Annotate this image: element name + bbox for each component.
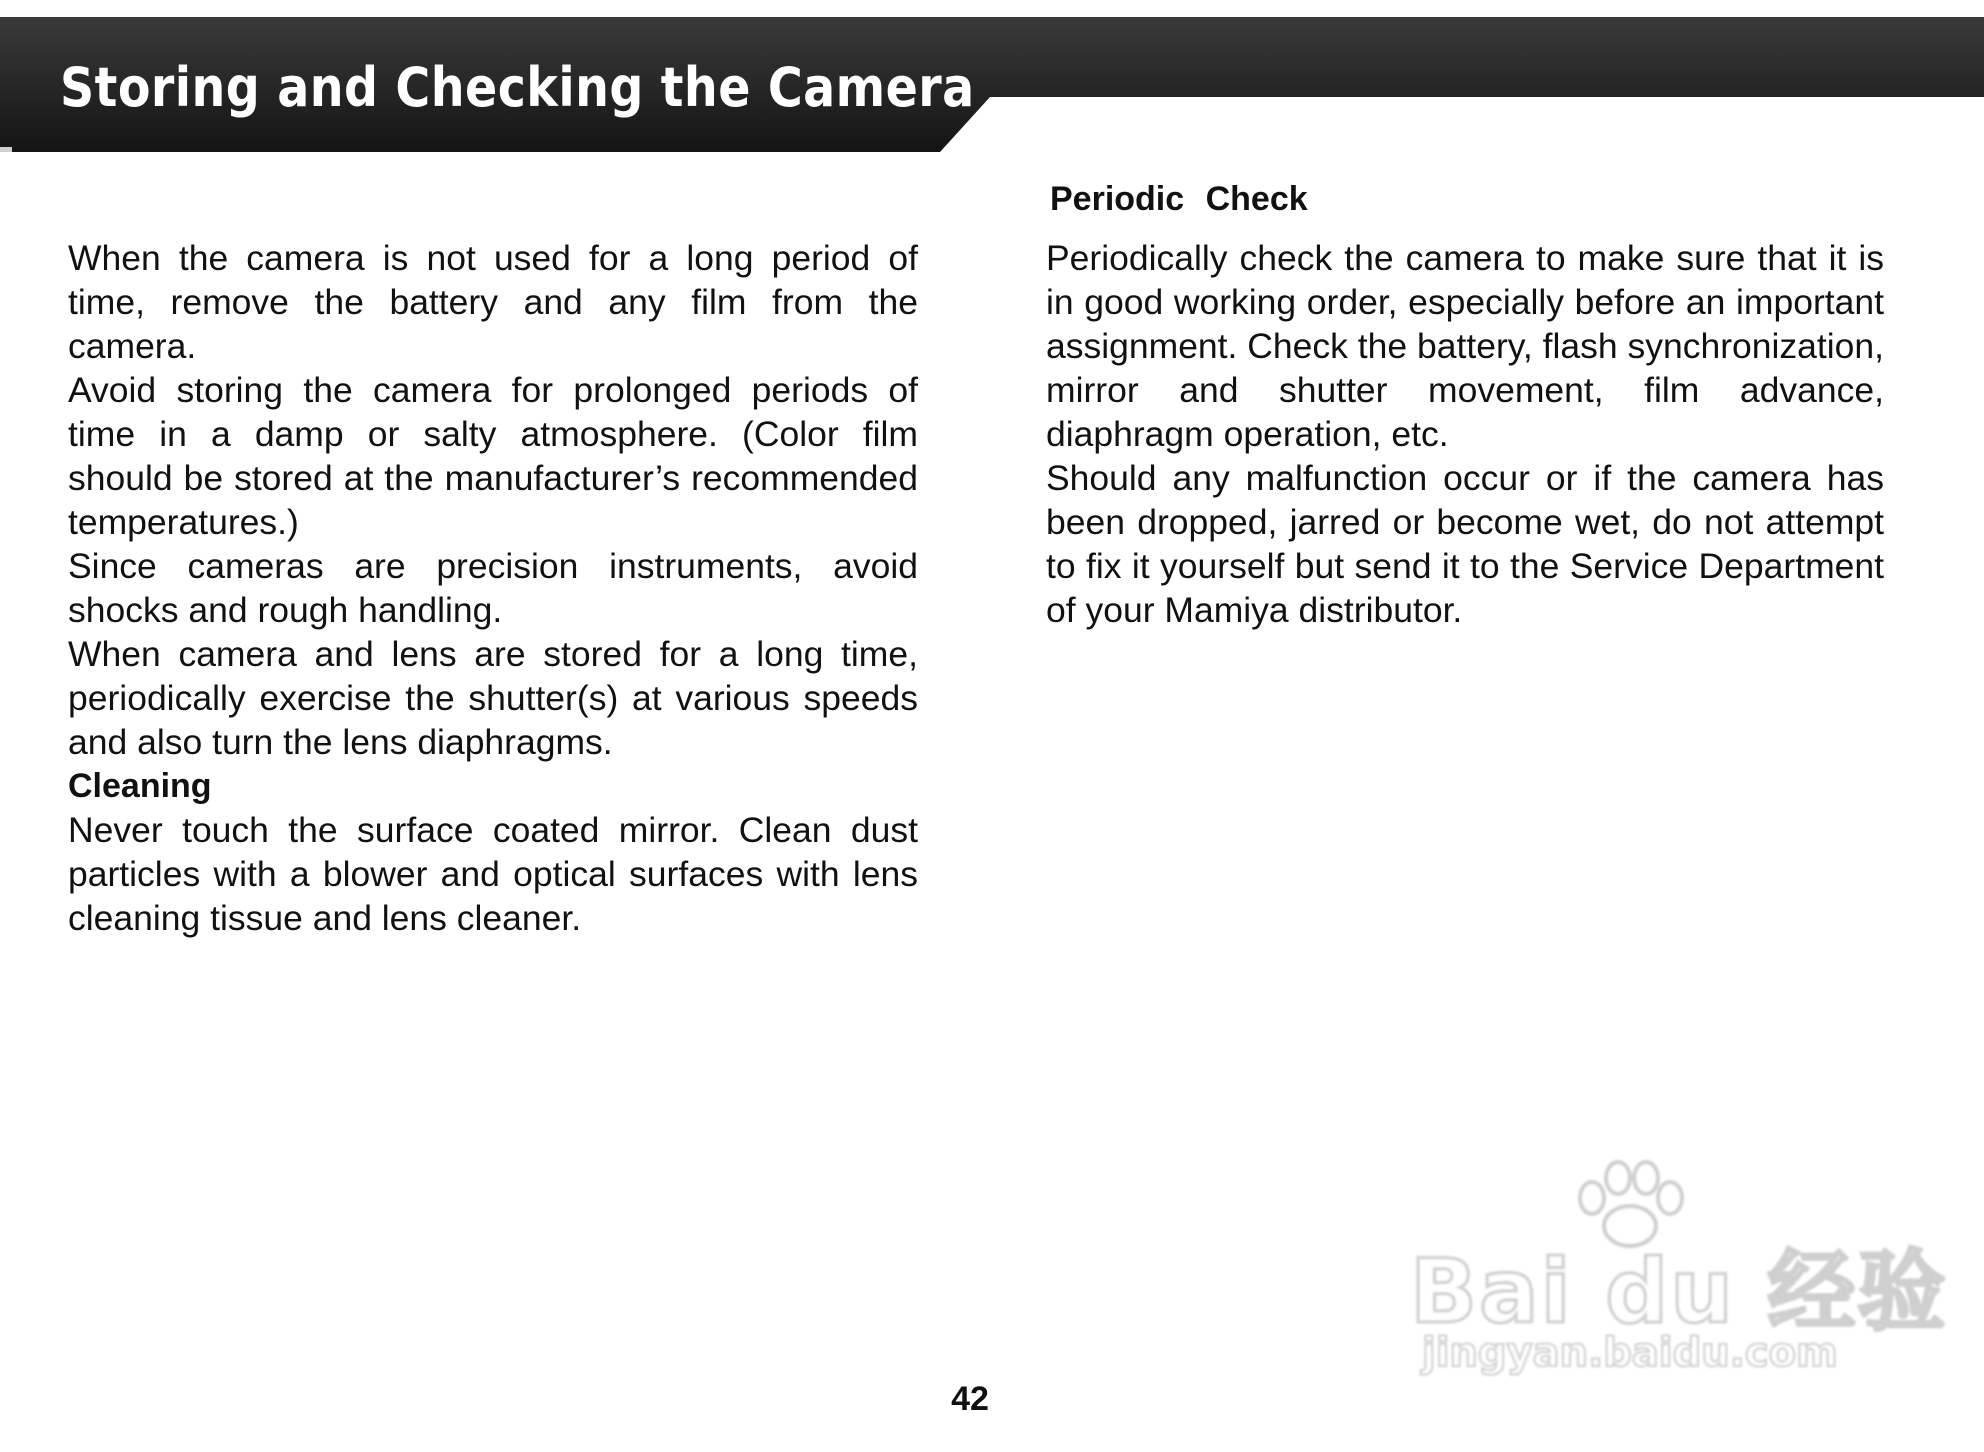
- periodic-check-heading: Periodic Check: [1050, 180, 1308, 218]
- paragraph-malfunction: Should any malfunction occur or if the camera has been dropped, jarred or become wet, do not attempt to fix it yourself but send it to the Service Department of your Mamiya distributor.: [1046, 458, 1884, 630]
- page-title: Storing and Checking the Camera: [60, 56, 975, 119]
- watermark-brand: Bai du 经验: [1410, 1240, 1948, 1343]
- paragraph-periodic-check: Periodically check the camera to make sure that it is in good working order, especially before an important assignment. Check the battery, flash synchronization, mirror and shutter movement, film advance, diaphragm operation, etc.: [1046, 238, 1884, 454]
- cleaning-heading: Cleaning: [68, 767, 212, 805]
- paragraph-storage-battery: When the camera is not used for a long period of time, remove the battery and any film from the camera.: [68, 238, 918, 366]
- paragraph-storage-atmosphere: Avoid storing the camera for prolonged periods of time in a damp or salty atmosphere. (Color film should be stored at the manufacturer’s recommended temperatures.): [68, 370, 918, 542]
- left-column: [68, 236, 918, 940]
- paragraph-long-storage: When camera and lens are stored for a long time, periodically exercise the shutter(s) at various speeds and also turn the lens diaphragms.: [68, 634, 918, 762]
- baidu-watermark: [1410, 1160, 1948, 1380]
- paragraph-handling: Since cameras are precision instruments, avoid shocks and rough handling.: [68, 546, 918, 630]
- watermark-url: jingyan.baidu.com: [1422, 1330, 1838, 1376]
- paragraph-cleaning: Never touch the surface coated mirror. Clean dust particles with a blower and optical surfaces with lens cleaning tissue and lens cleaner.: [68, 810, 918, 938]
- page-number: 42: [951, 1380, 989, 1418]
- right-column: [1046, 236, 1884, 632]
